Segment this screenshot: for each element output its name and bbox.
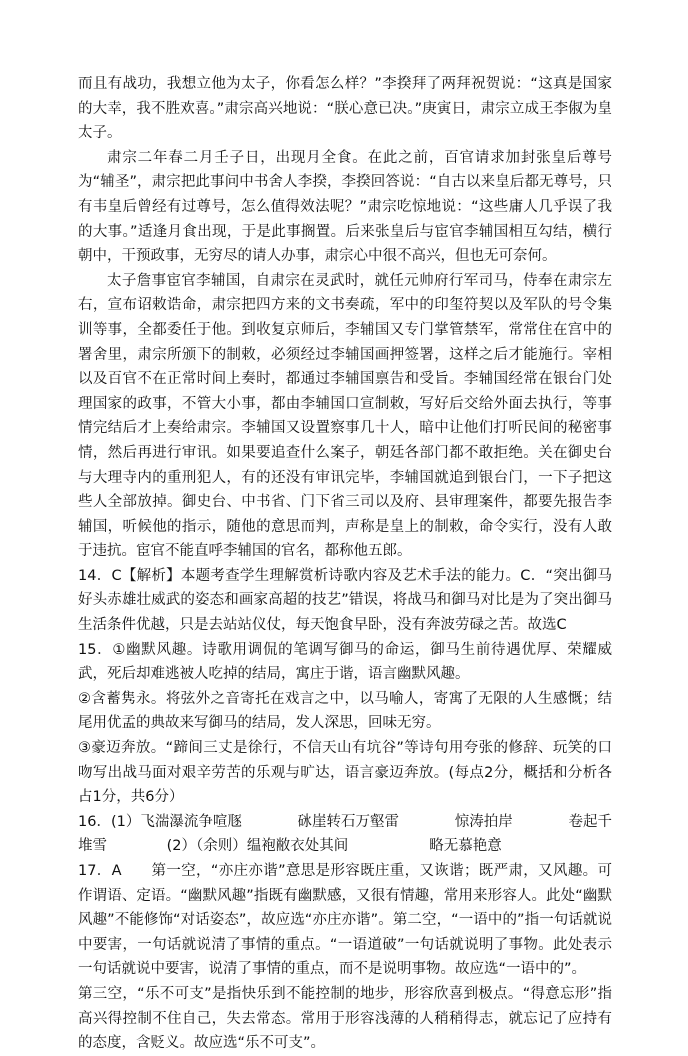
answer-16-line-2 <box>78 834 612 859</box>
answer-17-part-1: 17．A 第一空，“亦庄亦谐”意思是形容既庄重，又诙谐；既严肃，又风趣。可作谓语、定语。“幽默风趣”指既有幽默感，又很有情趣，常用来形容人。此处“幽默风趣”不能修饰“对话姿态”，故应选“亦庄亦谐”。第二空，“一语中的”指一句话就说中要害，一句话就说清了事情的重点。“一语道破”一句话就说明了事物。此处表示一句话就说中要害，说清了事情的重点，而不是说明事物。故应选“一语中的”。 <box>78 863 612 978</box>
answer-16-item: 卷起千 <box>568 813 612 830</box>
document-page <box>78 72 612 1056</box>
answer-17-part-2: 第三空，“乐不可支”是指快乐到不能控制的地步，形容欣喜到极点。“得意忘形”指高兴得控制不住自己，失去常态。常用于形容浅薄的人稍稍得志，就忘记了应持有的态度，含贬义。故应选“乐不可支”。 <box>78 985 612 1052</box>
paragraph-2: 肃宗二年春二月壬子日，出现月全食。在此之前，百官请求加封张皇后尊号为“辅圣”，肃宗把此事问中书舍人李揆，李揆回答说：“自古以来皇后都无尊号，只有韦皇后曾经有过尊号，怎么值得效法呢？”肃宗吃惊地说：“这些庸人几乎误了我的大事。”适逢月食出现，于是此事搁置。后来张皇后与宦官李辅国相互勾结，横行朝中，干预政事，无穷尽的请人办事，肃宗心中很不高兴，但也无可奈何。 <box>78 149 612 265</box>
paragraph-3: 太子詹事宦官李辅国，自肃宗在灵武时，就任元帅府行军司马，侍奉在肃宗左右，宣布诏敕诰命，肃宗把四方来的文书奏疏，军中的印玺符契以及军队的号令集训等事，全都委任于他。到收复京师后，李辅国又专门掌管禁军，常常住在宫中的署舍里，肃宗所颁下的制敕，必须经过李辅国画押签署，这样之后才能施行。宰相以及百官不在正常时间上奏时，都通过李辅国禀告和受旨。李辅国经常在银台门处理国家的政事，不管大小事，都由李辅国口宣制敕，写好后交给外面去执行，等事情完结后才上奏给肃宗。李辅国又设置察事几十人，暗中让他们打听民间的秘密事情，然后再进行审讯。如果要追查什么案子，朝廷各部门都不敢拒绝。关在御史台与大理寺内的重刑犯人，有的还没有审讯完毕，李辅国就追到银台门，一下子把这些人全部放掉。御史台、中书省、门下省三司以及府、县审理案件，都要先报告李辅国，听候他的指示，随他的意思而判，声称是皇上的制敕，命令实行，没有人敢于违抗。宦官不能直呼李辅国的官名，都称他五郎。 <box>78 272 612 560</box>
answer-16-item: 堆雪 <box>78 838 107 855</box>
answer-16-item: 16．(1）飞湍瀑流争喧豗 <box>78 813 242 830</box>
answer-14: 14．C【解析】本题考查学生理解赏析诗歌内容及艺术手法的能力。C．“突出御马好头赤雄壮威武的姿态和画家高超的技艺”错误，将战马和御马对比是为了突出御马生活条件优越，只是去站站仪仗，每天饱食早卧，没有奔波劳碌之苦。故选C <box>78 567 612 634</box>
answer-16-item: 惊涛拍岸 <box>454 813 513 830</box>
answer-16-item: 砯崖转石万壑雷 <box>297 813 400 830</box>
answer-15-point-1: 15．①幽默风趣。诗歌用调侃的笔调写御马的命运，御马生前待遇优厚、荣耀威武，死后却难逃被人吃掉的结局，寓庄于谐，语言幽默风趣。 <box>78 641 612 683</box>
answer-15-point-2: ②含蓄隽永。将弦外之音寄托在戏言之中，以马喻人，寄寓了无限的人生感慨；结尾用优孟的典故来写御马的结局，发人深思，回味无穷。 <box>78 690 612 732</box>
answer-15-point-3: ③豪迈奔放。“蹄间三丈是徐行，不信天山有坑谷”等诗句用夸张的修辞、玩笑的口吻写出战马面对艰辛劳苦的乐观与旷达，语言豪迈奔放。(每点2分，概括和分析各占1分，共6分） <box>78 740 612 806</box>
answer-16-item: (2）（余则）缊袍敝衣处其间 <box>166 838 349 855</box>
answer-16-item: 略无慕艳意 <box>429 838 502 855</box>
paragraph-1: 而且有战功，我想立他为太子，你看怎么样？”李揆拜了两拜祝贺说：“这真是国家的大幸，我不胜欢喜。”肃宗高兴地说：“朕心意已决。”庚寅日，肃宗立成王李俶为皇太子。 <box>78 76 612 142</box>
answer-16-line-1 <box>78 810 612 835</box>
